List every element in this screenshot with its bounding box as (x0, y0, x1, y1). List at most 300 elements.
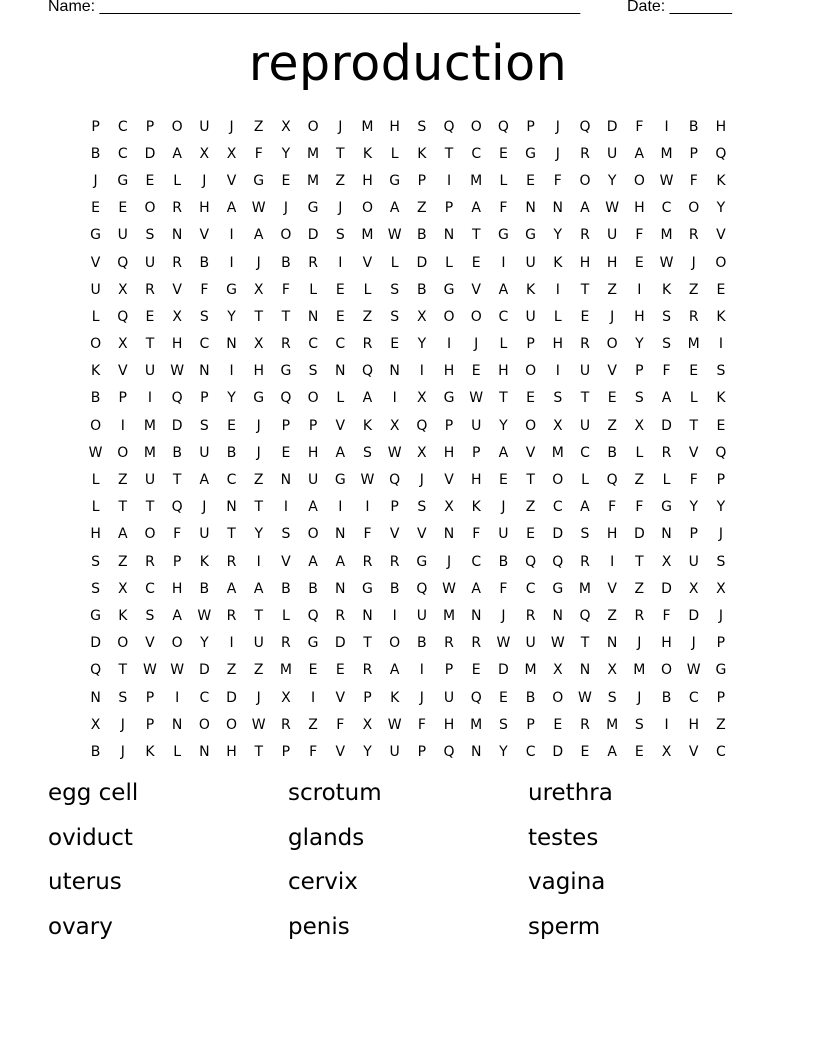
grid-letter: P (471, 444, 481, 461)
word-list-item: vagina (528, 869, 606, 895)
grid-letter: A (389, 200, 400, 217)
grid-letter: K (661, 281, 672, 298)
grid-letter: O (389, 635, 401, 652)
name-field-label: Name: ______________________________________________________ (48, 0, 581, 15)
grid-letter: A (172, 607, 182, 624)
grid-letter: X (607, 662, 617, 679)
grid-letter: U (471, 417, 482, 434)
grid-letter: W (686, 662, 701, 679)
grid-letter: Q (361, 363, 373, 380)
word-list-item: scrotum (288, 780, 382, 806)
grid-letter: X (117, 580, 128, 597)
grid-letter: G (307, 200, 319, 217)
grid-letter: I (338, 254, 343, 271)
grid-letter: N (90, 689, 101, 706)
grid-letter: B (172, 444, 182, 461)
grid-letter: A (253, 580, 264, 597)
grid-letter: G (253, 172, 265, 189)
grid-letter: S (118, 689, 128, 706)
grid-letter: G (226, 281, 237, 298)
grid-letter: Q (525, 553, 537, 570)
grid-letter: E (471, 662, 481, 679)
grid-letter: D (144, 145, 156, 162)
grid-letter: O (633, 172, 645, 189)
grid-letter: S (390, 308, 400, 325)
grid-letter: Y (254, 526, 263, 543)
grid-letter: N (171, 716, 183, 733)
grid-letter: P (363, 689, 372, 706)
grid-letter: U (498, 526, 509, 543)
grid-letter: P (526, 716, 535, 733)
grid-letter: O (307, 118, 319, 135)
grid-letter: M (524, 662, 537, 679)
grid-letter: S (607, 689, 617, 706)
grid-letter: H (579, 254, 591, 271)
grid-letter: K (526, 281, 536, 298)
grid-letter: G (90, 227, 102, 244)
grid-letter: V (525, 444, 536, 461)
grid-letter: E (281, 172, 291, 189)
grid-letter: F (281, 281, 290, 298)
grid-letter: N (335, 526, 346, 543)
grid-letter: O (715, 254, 727, 271)
grid-letter: A (498, 281, 509, 298)
grid-letter: R (281, 635, 291, 652)
grid-letter: W (170, 363, 185, 380)
grid-letter: J (338, 200, 343, 217)
grid-letter: J (446, 553, 452, 570)
grid-letter: J (691, 635, 696, 652)
grid-letter: N (362, 607, 373, 624)
grid-letter: S (145, 227, 155, 244)
grid-letter: L (363, 281, 372, 298)
grid-letter: S (199, 308, 209, 325)
grid-letter: R (580, 716, 590, 733)
grid-letter: N (470, 743, 482, 760)
grid-letter: A (117, 526, 128, 543)
grid-letter: Z (607, 281, 617, 298)
grid-letter: E (390, 336, 400, 353)
grid-letter: N (443, 227, 455, 244)
grid-letter: Y (716, 200, 726, 217)
grid-letter: I (718, 336, 723, 353)
grid-letter: Y (499, 417, 508, 434)
grid-letter: V (688, 743, 699, 760)
grid-letter: R (389, 553, 400, 570)
grid-letter: R (281, 716, 291, 733)
grid-letter: S (363, 444, 372, 461)
grid-letter: Q (416, 580, 428, 597)
grid-letter: S (145, 607, 155, 624)
grid-letter: W (659, 254, 674, 271)
grid-letter: W (170, 662, 185, 679)
grid-letter: B (607, 444, 617, 461)
grid-letter: J (637, 635, 642, 652)
grid-letter: J (419, 472, 424, 489)
grid-letter: Y (200, 635, 209, 652)
grid-letter: G (389, 172, 401, 189)
grid-letter: C (226, 472, 237, 489)
grid-letter: I (175, 689, 180, 706)
grid-letter: E (498, 472, 508, 489)
grid-letter: F (200, 281, 209, 298)
grid-letter: F (635, 499, 644, 516)
grid-letter: Y (689, 499, 698, 516)
grid-letter: T (118, 662, 128, 679)
grid-letter: P (444, 417, 454, 434)
word-list-item: glands (288, 824, 365, 851)
grid-letter: X (362, 716, 373, 733)
grid-letter: K (390, 689, 400, 706)
grid-letter: R (308, 254, 318, 271)
grid-letter: J (256, 254, 261, 271)
grid-letter: C (525, 743, 536, 760)
grid-letter: O (688, 200, 700, 217)
grid-letter: W (197, 607, 212, 624)
grid-letter: L (553, 308, 562, 325)
grid-letter: L (499, 172, 508, 189)
grid-letter: M (578, 580, 592, 597)
grid-letter: I (446, 336, 452, 353)
grid-letter: Q (579, 118, 591, 135)
grid-letter: R (145, 553, 155, 570)
grid-letter: F (499, 200, 508, 217)
grid-letter: Y (363, 743, 372, 760)
grid-letter: R (362, 553, 373, 570)
grid-letter: N (335, 580, 346, 597)
grid-letter: R (172, 254, 183, 271)
grid-letter: S (281, 526, 291, 543)
grid-letter: A (199, 472, 210, 489)
grid-letter: P (417, 172, 427, 189)
grid-letter: A (634, 145, 645, 162)
grid-letter: P (172, 553, 182, 570)
grid-letter: U (144, 254, 156, 271)
grid-letter: Q (117, 308, 129, 325)
grid-letter: P (390, 499, 399, 516)
grid-letter: P (444, 200, 454, 217)
grid-letter: G (362, 580, 373, 597)
grid-letter: I (446, 172, 452, 189)
grid-letter: W (387, 227, 402, 244)
grid-letter: H (362, 172, 373, 189)
grid-letter: H (634, 200, 645, 217)
grid-letter: K (118, 607, 128, 624)
grid-letter: Q (443, 118, 455, 135)
grid-letter: I (338, 499, 343, 516)
grid-letter: N (171, 227, 183, 244)
grid-letter: Y (635, 336, 644, 353)
grid-letter: Y (499, 743, 508, 760)
grid-letter: O (443, 308, 455, 325)
grid-letter: O (171, 635, 183, 652)
grid-letter: X (552, 662, 563, 679)
grid-letter: L (689, 390, 698, 407)
grid-letter: H (606, 254, 618, 271)
grid-letter: H (552, 336, 564, 353)
grid-letter: X (253, 281, 264, 298)
grid-letter: B (90, 743, 101, 760)
grid-letter: Q (470, 689, 482, 706)
grid-letter: O (117, 444, 129, 461)
grid-letter: V (607, 580, 617, 597)
grid-letter: P (118, 390, 127, 407)
grid-letter: I (637, 281, 642, 298)
grid-letter: T (118, 499, 128, 516)
grid-letter: M (606, 716, 619, 733)
grid-letter: T (145, 499, 155, 516)
grid-letter: O (552, 472, 564, 489)
grid-letter: U (688, 553, 699, 570)
grid-letter: J (555, 118, 560, 135)
grid-letter: S (662, 336, 671, 353)
grid-letter: G (443, 390, 455, 407)
grid-letter: X (552, 417, 563, 434)
grid-letter: A (335, 553, 346, 570)
grid-letter: N (307, 308, 319, 325)
grid-letter: U (144, 472, 156, 489)
grid-letter: Z (226, 662, 237, 679)
grid-letter: O (226, 716, 238, 733)
grid-letter: W (605, 200, 620, 217)
grid-letter: D (661, 580, 672, 597)
grid-letter: J (120, 716, 125, 733)
grid-letter: A (471, 200, 481, 217)
grid-letter: R (362, 662, 373, 679)
grid-letter: U (117, 227, 128, 244)
grid-letter: A (580, 499, 590, 516)
grid-letter: U (579, 417, 591, 434)
grid-letter: X (444, 499, 454, 516)
grid-letter: L (173, 743, 182, 760)
grid-letter: I (120, 417, 125, 434)
grid-letter: C (117, 145, 128, 162)
grid-letter: T (580, 635, 590, 652)
grid-letter: D (606, 118, 618, 135)
grid-letter: R (145, 281, 155, 298)
word-list-item: penis (288, 913, 350, 940)
grid-letter: W (578, 689, 592, 706)
grid-letter: Q (606, 472, 618, 489)
grid-letter: H (688, 716, 699, 733)
grid-letter: S (91, 553, 101, 570)
grid-letter: X (417, 390, 427, 407)
grid-letter: N (661, 526, 672, 543)
grid-letter: R (580, 553, 590, 570)
grid-letter: E (580, 308, 590, 325)
word-list-item: ovary (48, 913, 113, 940)
grid-letter: U (607, 227, 618, 244)
grid-letter: P (417, 743, 427, 760)
grid-letter: P (716, 635, 726, 652)
grid-letter: T (471, 227, 481, 244)
grid-letter: I (555, 281, 560, 298)
grid-letter: M (687, 336, 700, 353)
grid-letter: G (253, 390, 265, 407)
grid-letter: E (471, 363, 481, 380)
word-list (48, 780, 768, 958)
grid-letter: B (688, 118, 699, 135)
grid-letter: Q (416, 417, 428, 434)
grid-letter: J (555, 145, 560, 162)
grid-letter: J (501, 607, 506, 624)
grid-letter: H (307, 444, 319, 461)
word-list-item: testes (528, 824, 599, 851)
grid-letter: S (634, 716, 644, 733)
grid-letter: E (689, 363, 699, 380)
grid-letter: F (417, 716, 426, 733)
grid-letter: F (309, 743, 318, 760)
grid-letter: H (498, 363, 509, 380)
grid-letter: O (117, 635, 129, 652)
grid-letter: M (660, 227, 673, 244)
grid-letter: Q (90, 662, 102, 679)
grid-letter: B (417, 281, 427, 298)
grid-letter: R (471, 635, 482, 652)
grid-letter: Y (553, 227, 563, 244)
grid-letter: K (553, 254, 563, 271)
grid-letter: G (525, 227, 537, 244)
grid-letter: N (443, 526, 455, 543)
grid-letter: X (417, 308, 427, 325)
grid-letter: F (472, 526, 481, 543)
grid-letter: O (307, 526, 319, 543)
grid-letter: P (200, 390, 209, 407)
grid-letter: Y (716, 499, 726, 516)
grid-letter: G (117, 172, 129, 189)
grid-letter: M (470, 172, 483, 189)
grid-letter: C (498, 308, 509, 325)
grid-letter: K (91, 363, 101, 380)
grid-letter: S (498, 716, 508, 733)
grid-letter: V (172, 281, 182, 298)
grid-letter: U (253, 635, 264, 652)
grid-letter: V (389, 526, 400, 543)
grid-letter: L (390, 254, 399, 271)
grid-letter: B (281, 254, 291, 271)
grid-letter: C (471, 553, 482, 570)
grid-letter: E (498, 145, 508, 162)
grid-letter: I (311, 689, 316, 706)
grid-letter: B (417, 227, 427, 244)
grid-letter: A (580, 200, 590, 217)
grid-letter: G (715, 662, 727, 679)
grid-letter: T (281, 308, 291, 325)
grid-letter: I (229, 254, 234, 271)
grid-letter: F (635, 118, 644, 135)
grid-letter: C (552, 499, 563, 516)
grid-letter: F (363, 526, 372, 543)
grid-letter: I (283, 499, 288, 516)
grid-letter: L (282, 607, 290, 624)
grid-letter: B (226, 444, 237, 461)
grid-letter: M (470, 716, 483, 733)
grid-letter: R (580, 336, 590, 353)
grid-letter: A (661, 390, 672, 407)
grid-letter: I (610, 553, 615, 570)
grid-letter: W (251, 200, 266, 217)
grid-letter: J (283, 200, 288, 217)
grid-letter: W (469, 390, 484, 407)
grid-letter: S (580, 526, 590, 543)
grid-letter: P (281, 417, 291, 434)
grid-letter: E (335, 281, 345, 298)
grid-letter: P (91, 118, 100, 135)
grid-letter: T (499, 390, 508, 407)
grid-letter: D (307, 227, 319, 244)
grid-letter: S (716, 553, 726, 570)
grid-letter: N (199, 743, 210, 760)
grid-letter: N (552, 607, 564, 624)
grid-letter: I (365, 499, 370, 516)
grid-letter: I (501, 254, 506, 271)
grid-letter: C (308, 336, 318, 353)
grid-letter: W (550, 635, 565, 652)
grid-letter: A (362, 390, 373, 407)
grid-letter: T (526, 472, 535, 489)
grid-letter: I (392, 607, 397, 624)
grid-letter: X (199, 145, 210, 162)
grid-letter: L (91, 472, 100, 489)
grid-letter: Z (253, 118, 264, 135)
grid-letter: M (307, 145, 320, 162)
grid-letter: G (307, 635, 319, 652)
grid-letter: P (526, 118, 535, 135)
grid-letter: D (416, 254, 428, 271)
grid-letter: O (470, 308, 482, 325)
grid-letter: R (226, 553, 237, 570)
grid-letter: T (254, 607, 263, 624)
grid-letter: K (716, 308, 726, 325)
grid-letter: H (634, 308, 645, 325)
word-list-item: sperm (528, 913, 601, 940)
grid-letter: D (171, 417, 183, 434)
grid-letter: B (90, 145, 101, 162)
grid-letter: I (256, 553, 261, 570)
grid-letter: R (335, 607, 346, 624)
grid-letter: H (470, 472, 482, 489)
grid-letter: D (334, 635, 346, 652)
grid-letter: Q (117, 254, 129, 271)
grid-letter: F (173, 526, 182, 543)
grid-letter: Z (308, 716, 318, 733)
grid-letter: M (442, 607, 456, 624)
grid-letter: Z (607, 417, 617, 434)
grid-letter: H (443, 716, 455, 733)
grid-letter: U (607, 145, 618, 162)
grid-letter: V (145, 635, 155, 652)
grid-letter: V (199, 227, 210, 244)
grid-letter: A (308, 553, 318, 570)
grid-letter: A (389, 662, 400, 679)
grid-letter: R (281, 336, 291, 353)
grid-letter: U (199, 444, 210, 461)
grid-letter: P (526, 336, 535, 353)
grid-letter: Z (253, 472, 264, 489)
grid-letter: F (254, 145, 263, 162)
grid-letter: T (580, 281, 590, 298)
grid-letter: Q (280, 390, 292, 407)
grid-letter: U (416, 607, 427, 624)
grid-letter: E (716, 281, 726, 298)
grid-letter: L (390, 145, 399, 162)
grid-letter: S (716, 363, 726, 380)
grid-letter: P (444, 662, 454, 679)
grid-letter: L (635, 444, 644, 461)
grid-letter: O (171, 118, 183, 135)
grid-letter: A (226, 580, 237, 597)
grid-letter: R (688, 227, 699, 244)
